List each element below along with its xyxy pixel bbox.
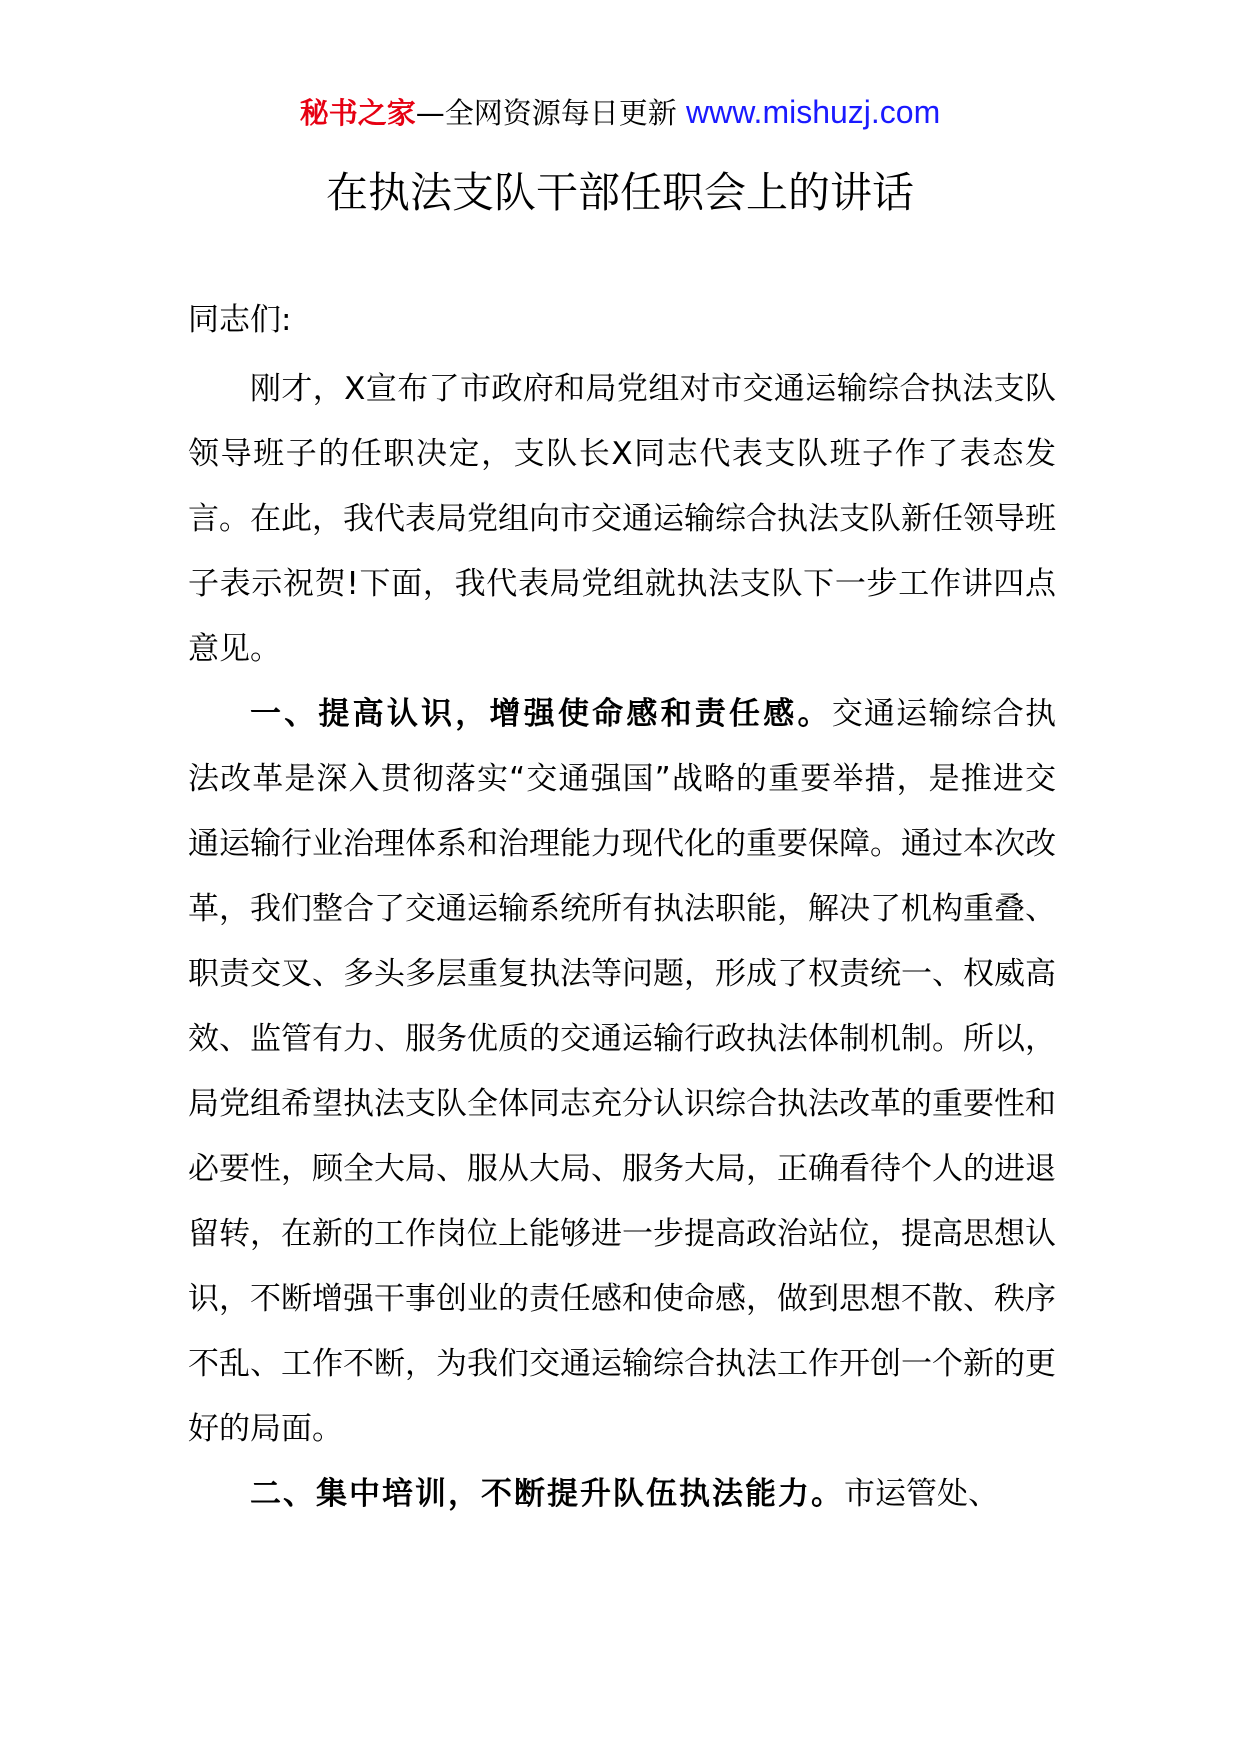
paragraph-heading: 二、集中培训，不断提升队伍执法能力。 (250, 1476, 844, 1512)
paragraph-heading: 一、提高认识，增强使命感和责任感。 (250, 696, 832, 732)
paragraph-text: 市运管处、 (844, 1476, 999, 1512)
paragraph-text: 交通运输综合执法改革是深入贯彻落实“交通强国”战略的重要举措，是推进交通运输行业治理体系和治理能力现代化的重要保障。通过本次改革，我们整合了交通运输系统所有执法职能，解决了机构重叠、职责交叉、多头多层重复执法等问题，形成了权责统一、权威高效、监管有力、服务优质的交通运输行政执法体制机制。所以，局党组希望执法支队全体同志充分认识综合执法改革的重要性和必要性，顾全大局、服从大局、服务大局，正确看待个人的进退留转，在新的工作岗位上能够进一步提高政治站位，提高思想认识，不断增强干事创业的责任感和使命感，做到思想不散、秩序不乱、工作不断，为我们交通运输综合执法工作开创一个新的更好的局面。 (188, 696, 1057, 1447)
paragraph-point-1 (188, 682, 1056, 1462)
salutation: 同志们: (188, 302, 292, 338)
site-slogan: —全网资源每日更新 (415, 96, 686, 130)
paragraph-text: 刚才，X宣布了市政府和局党组对市交通运输综合执法支队领导班子的任职决定，支队长X同志代表支队班子作了表态发言。在此，我代表局党组向市交通运输综合执法支队新任领导班子表示祝贺!下面，我代表局党组就执法支队下一步工作讲四点意见。 (188, 371, 1056, 667)
document-title: 在执法支队干部任职会上的讲话 (325, 168, 914, 217)
paragraph-intro (188, 357, 1056, 682)
document-body (188, 357, 1056, 1527)
site-header (0, 92, 1240, 133)
site-brand: 秘书之家 (299, 96, 416, 130)
paragraph-point-2 (188, 1462, 1056, 1527)
site-url-link[interactable]: www.mishuzj.com (685, 94, 941, 130)
